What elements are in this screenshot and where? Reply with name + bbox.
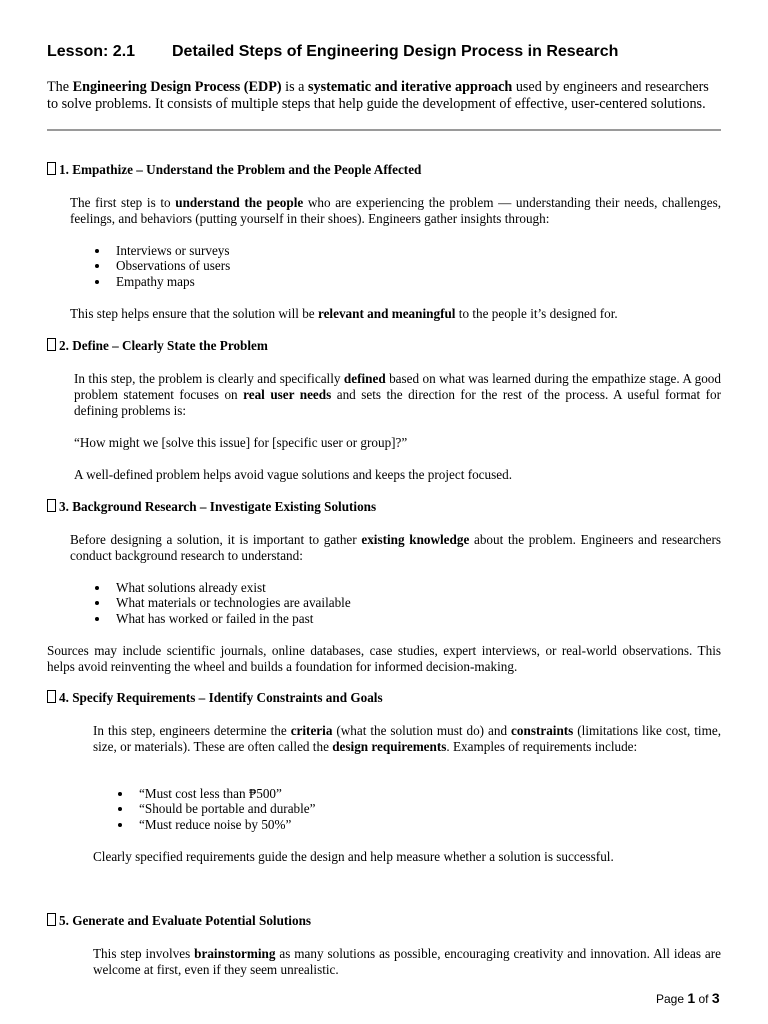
step3-conclusion: Sources may include scientific journals, online databases, case studies, expert interviews, or real-world observations. This helps avoid reinventing the wheel and builds a foundation for informed decision-making. <box>47 643 721 674</box>
step1-heading-text: 1. Empathize – Understand the Problem and the People Affected <box>59 162 422 177</box>
missing-glyph-icon <box>47 690 56 703</box>
para-bold: design requirements <box>332 739 447 754</box>
para-text: Before designing a solution, it is important to gather <box>70 532 362 547</box>
para-bold: understand the people <box>175 195 304 210</box>
step4-paragraph <box>93 723 721 755</box>
list-item: What materials or technologies are available <box>93 595 693 610</box>
step2-conclusion: A well-defined problem helps avoid vague solutions and keeps the project focused. <box>74 467 513 482</box>
intro-paragraph <box>47 79 721 113</box>
para-text: as many solutions as possible, encouraging creativity and innovation. All ideas are welcome at first, even if they seem unrealistic. <box>93 946 721 977</box>
footer-of-word: of <box>695 992 712 1006</box>
para-text: (what the solution must do) and <box>332 723 512 738</box>
para-text: (limitations like cost, time, size, or materials). These are often called the <box>93 723 721 754</box>
para-text: In this step, the problem is clearly and specifically <box>74 371 344 386</box>
step2-heading-text: 2. Define – Clearly State the Problem <box>59 338 268 353</box>
para-bold: constraints <box>511 723 574 738</box>
missing-glyph-icon <box>47 913 56 926</box>
step4-heading <box>47 690 383 706</box>
list-item: Empathy maps <box>93 274 693 289</box>
para-text: The first step is to <box>70 195 176 210</box>
missing-glyph-icon <box>47 338 56 351</box>
list-item: “Must cost less than ₱500” <box>116 786 696 801</box>
step4-heading-text: 4. Specify Requirements – Identify Constraints and Goals <box>59 690 383 705</box>
step1-conclusion <box>70 306 721 322</box>
para-bold: real user needs <box>243 387 332 402</box>
step3-paragraph <box>70 532 721 564</box>
list-item: Interviews or surveys <box>93 243 693 258</box>
para-text: In this step, engineers determine the <box>93 723 291 738</box>
footer-total-pages: 3 <box>711 990 720 1006</box>
para-text: This step involves <box>93 946 195 961</box>
footer-current-page: 1 <box>687 990 696 1006</box>
step2-paragraph <box>74 371 721 419</box>
para-bold: brainstorming <box>194 946 276 961</box>
page-number-footer <box>656 990 720 1006</box>
para-text: about the problem. Engineers and researchers conduct background research to understand: <box>70 532 722 563</box>
step1-list <box>93 243 693 289</box>
para-bold: criteria <box>290 723 333 738</box>
intro-text: is a <box>281 79 309 95</box>
missing-glyph-icon <box>47 499 56 512</box>
lesson-number: Lesson: 2.1 <box>47 43 136 60</box>
footer-page-word: Page <box>656 992 688 1006</box>
step5-heading <box>47 913 311 929</box>
para-text: This step helps ensure that the solution will be <box>70 306 318 321</box>
para-text: . Examples of requirements include: <box>446 739 638 754</box>
lesson-header <box>47 43 618 61</box>
horizontal-rule <box>47 129 721 131</box>
intro-bold-edp: Engineering Design Process (EDP) <box>72 79 282 95</box>
step5-heading-text: 5. Generate and Evaluate Potential Solutions <box>59 913 312 928</box>
para-text: and sets the direction for the rest of the process. A useful format for defining problems is: <box>74 387 721 418</box>
para-bold: relevant and meaningful <box>317 306 456 321</box>
intro-text: used by engineers and researchers to solve problems. It consists of multiple steps that help guide the development of effective, user-centered solutions. <box>47 79 709 112</box>
intro-text: The <box>47 79 73 95</box>
para-bold: defined <box>343 371 386 386</box>
list-item: “Must reduce noise by 50%” <box>116 817 696 832</box>
step5-paragraph <box>93 946 721 978</box>
list-item: “Should be portable and durable” <box>116 801 696 816</box>
para-text: to the people it’s designed for. <box>455 306 618 321</box>
step1-heading <box>47 162 421 178</box>
list-item: Observations of users <box>93 258 693 273</box>
step3-heading-text: 3. Background Research – Investigate Existing Solutions <box>59 499 377 514</box>
step4-list <box>116 786 696 832</box>
intro-bold-approach: systematic and iterative approach <box>308 79 513 95</box>
step3-heading <box>47 499 376 515</box>
para-text: based on what was learned during the empathize stage. A good problem statement focuses on <box>74 371 721 402</box>
missing-glyph-icon <box>47 162 56 175</box>
step3-list <box>93 580 693 626</box>
step4-conclusion: Clearly specified requirements guide the design and help measure whether a solution is successful. <box>93 849 614 864</box>
para-text: who are experiencing the problem — understanding their needs, challenges, feelings, and behaviors (putting yourself in their shoes). Engineers gather insights through: <box>70 195 722 226</box>
lesson-title: Detailed Steps of Engineering Design Process in Research <box>172 43 619 60</box>
step1-paragraph <box>70 195 721 227</box>
step2-heading <box>47 338 268 354</box>
para-bold: existing knowledge <box>361 532 470 547</box>
list-item: What has worked or failed in the past <box>93 611 693 626</box>
list-item: What solutions already exist <box>93 580 693 595</box>
step2-quote: “How might we [solve this issue] for [specific user or group]?” <box>74 435 408 450</box>
